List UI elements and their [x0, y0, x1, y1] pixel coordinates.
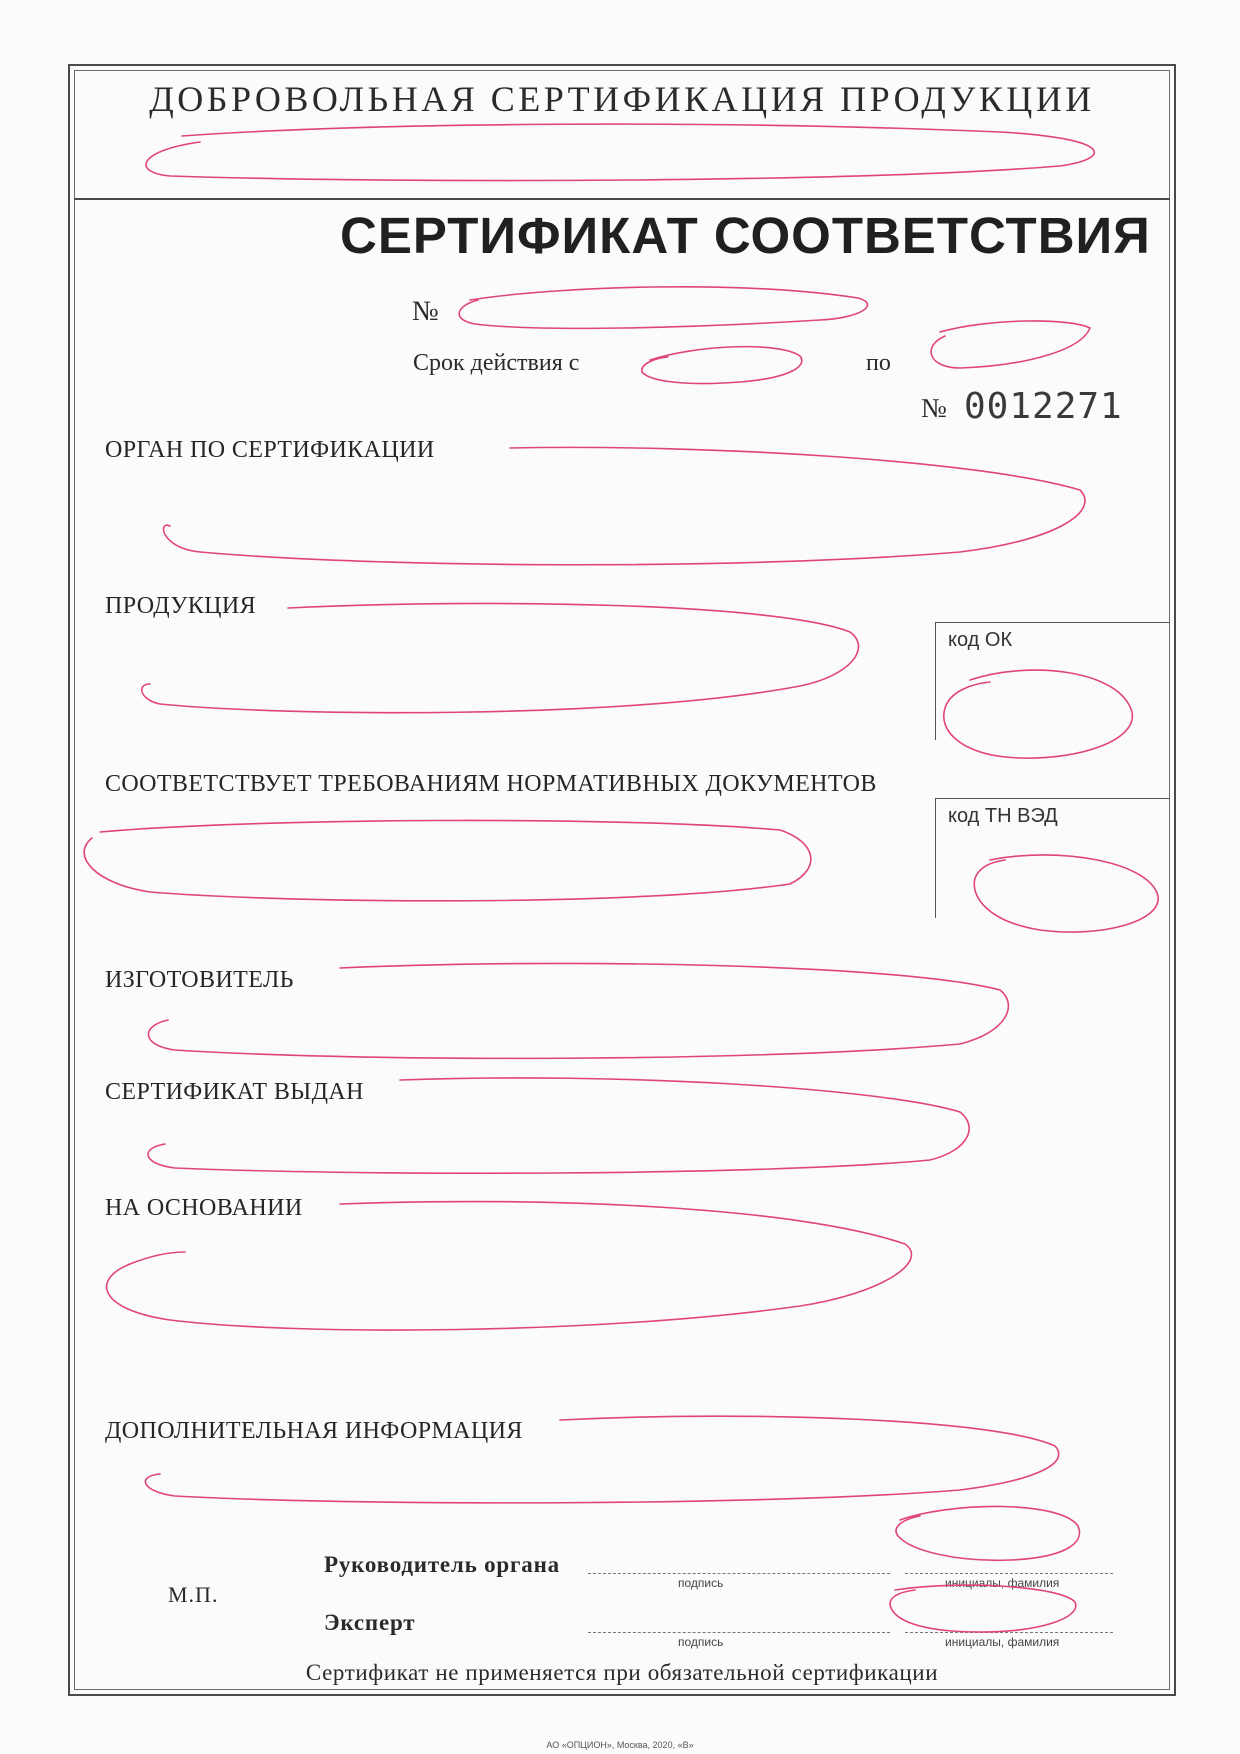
redaction-head-name [896, 1506, 1079, 1560]
redaction-product [142, 603, 859, 712]
ok-code-label: код ОК [948, 629, 1013, 651]
redaction-additional-info [145, 1416, 1058, 1503]
redaction-body [164, 447, 1085, 564]
head-of-body-label: Руководитель органа [324, 1552, 560, 1577]
redaction-expert-name [890, 1585, 1076, 1632]
redaction-header-line [146, 124, 1094, 180]
validity-from-label: Срок действия с [413, 350, 580, 376]
expert-name-caption: инициалы, фамилия [945, 1635, 1060, 1649]
redaction-basis [107, 1202, 912, 1330]
redaction-issued-to [148, 1078, 969, 1173]
redaction-valid-to [931, 321, 1090, 368]
redaction-tnved-code [974, 855, 1158, 932]
certificate-number-label: № [412, 296, 439, 327]
expert-signature-caption: подпись [678, 1635, 724, 1649]
header-title: ДОБРОВОЛЬНАЯ СЕРТИФИКАЦИЯ ПРОДУКЦИИ [149, 79, 1095, 119]
validity-to-label: по [866, 350, 891, 376]
expert-label: Эксперт [324, 1610, 416, 1635]
blank-number-prefix: № [921, 393, 947, 423]
redaction-cert-number [459, 287, 867, 329]
certificate-title: СЕРТИФИКАТ СООТВЕТСТВИЯ [340, 207, 1151, 264]
redaction-manufacturer [149, 963, 1009, 1058]
section-normative-docs: СООТВЕТСТВУЕТ ТРЕБОВАНИЯМ НОРМАТИВНЫХ ДОКУМЕНТОВ [105, 771, 877, 797]
head-name-caption: инициалы, фамилия [945, 1576, 1060, 1590]
tnved-code-label: код ТН ВЭД [948, 805, 1058, 827]
printer-imprint: АО «ОПЦИОН», Москва, 2020, «В» [546, 1740, 694, 1750]
section-issued-to: СЕРТИФИКАТ ВЫДАН [105, 1079, 364, 1105]
head-signature-caption: подпись [678, 1576, 724, 1590]
redaction-normative-docs [84, 820, 811, 900]
stamp-place-label: М.П. [168, 1582, 219, 1607]
section-manufacturer: ИЗГОТОВИТЕЛЬ [105, 967, 294, 993]
redaction-valid-from [642, 347, 802, 384]
section-basis: НА ОСНОВАНИИ [105, 1195, 303, 1221]
redaction-ok-code [944, 670, 1133, 758]
section-product: ПРОДУКЦИЯ [105, 593, 257, 619]
section-certification-body: ОРГАН ПО СЕРТИФИКАЦИИ [105, 437, 435, 463]
footer-note: Сертификат не применяется при обязательной сертификации [305, 1660, 939, 1685]
blank-serial-number: 0012271 [964, 386, 1123, 427]
section-additional-info: ДОПОЛНИТЕЛЬНАЯ ИНФОРМАЦИЯ [105, 1418, 523, 1444]
